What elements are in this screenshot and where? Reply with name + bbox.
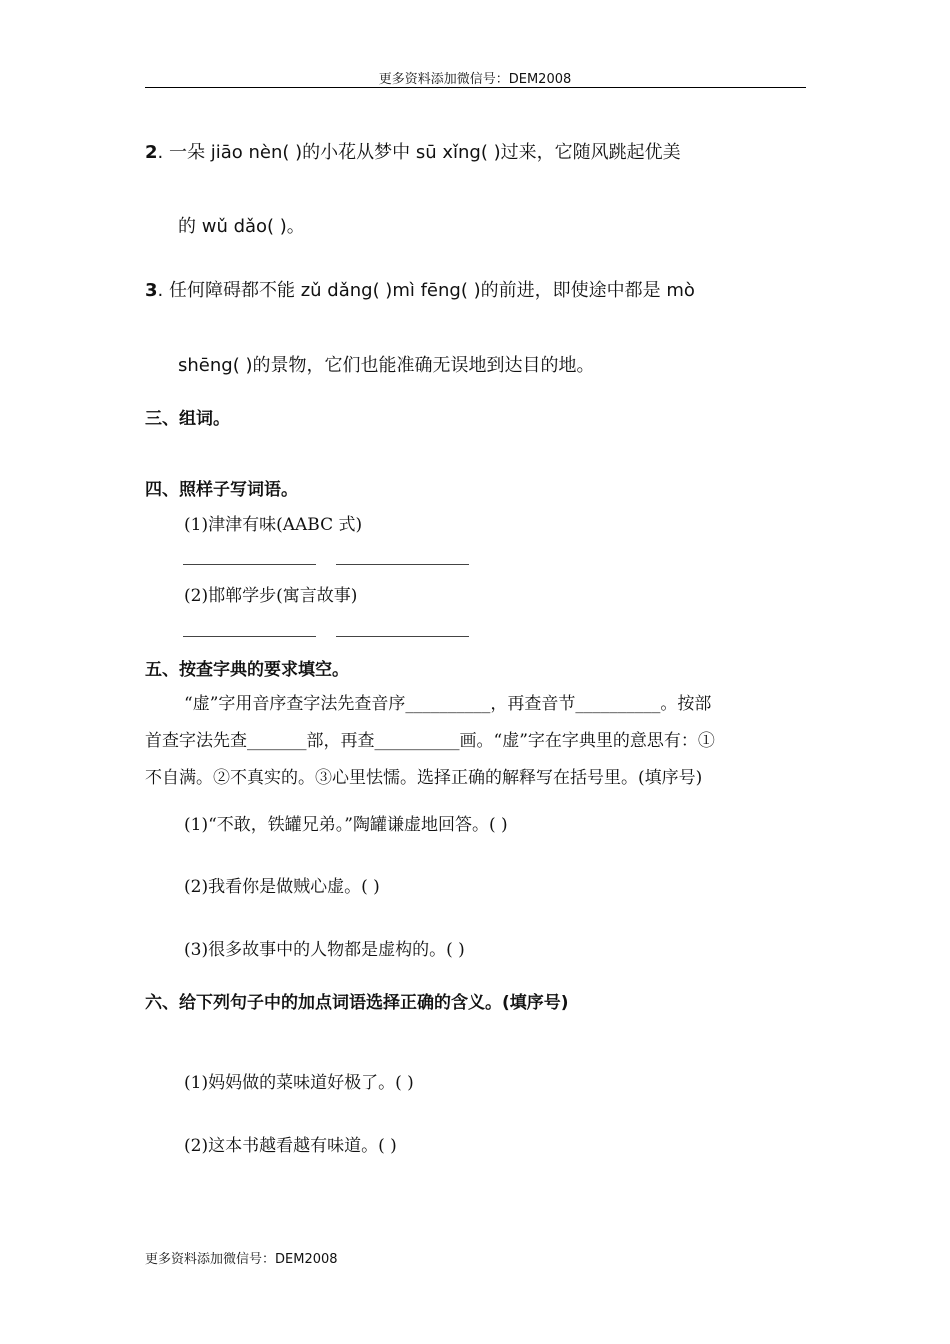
- section-3-title: 三、组词。: [145, 409, 230, 429]
- answer-blank[interactable]: [336, 564, 469, 565]
- section-5-item-1: (1)“不敢，铁罐兄弟。”陶罐谦虚地回答。( ): [184, 815, 508, 835]
- section-4-title: 四、照样子写词语。: [145, 480, 298, 500]
- answer-blank[interactable]: [183, 564, 316, 565]
- section-6-title: 六、给下列句子中的加点词语选择正确的含义。(填序号): [145, 993, 569, 1013]
- header-rule: [145, 87, 806, 88]
- question-3-line-1: [145, 276, 695, 302]
- section-5-item-3: (3)很多故事中的人物都是虚构的。( ): [184, 940, 465, 960]
- section-6-item-2: (2)这本书越看越有味道。( ): [184, 1136, 397, 1156]
- page-header: 更多资料添加微信号：DEM2008: [378, 72, 572, 87]
- section-5-title: 五、按查字典的要求填空。: [145, 660, 349, 680]
- answer-blank[interactable]: [336, 636, 469, 637]
- question-2-text: . 一朵 jiāo nèn( )的小花从梦中 sū xǐng( )过来，它随风跳起优美: [157, 142, 681, 163]
- section-6-item-1: (1)妈妈做的菜味道好极了。( ): [184, 1073, 414, 1093]
- question-2-number: 2: [145, 142, 158, 163]
- section-5-paragraph-line-3: 不自满。②不真实的。③心里怯懦。选择正确的解释写在括号里。(填序号): [145, 768, 703, 788]
- section-4-item-1: (1)津津有味(AABC 式): [184, 515, 363, 535]
- section-5-paragraph-line-2: 首查字法先查_______部，再查__________画。“虚”字在字典里的意思有：①: [145, 731, 715, 751]
- question-2-line-1: [145, 138, 681, 164]
- question-3-number: 3: [145, 280, 158, 301]
- answer-blank[interactable]: [183, 636, 316, 637]
- question-3-line-2: shēng( )的景物，它们也能准确无误地到达目的地。: [178, 355, 595, 376]
- question-2-line-2: 的 wǔ dǎo( )。: [178, 216, 305, 237]
- section-5-item-2: (2)我看你是做贼心虚。( ): [184, 877, 380, 897]
- section-4-item-2: (2)邯郸学步(寓言故事): [184, 586, 358, 606]
- page-footer: 更多资料添加微信号：DEM2008: [145, 1252, 338, 1267]
- section-5-paragraph-line-1: “虚”字用音序查字法先查音序__________，再查音节__________。按部: [184, 694, 712, 714]
- question-3-text: . 任何障碍都不能 zǔ dǎng( )mì fēng( )的前进，即使途中都是 mò: [157, 280, 695, 301]
